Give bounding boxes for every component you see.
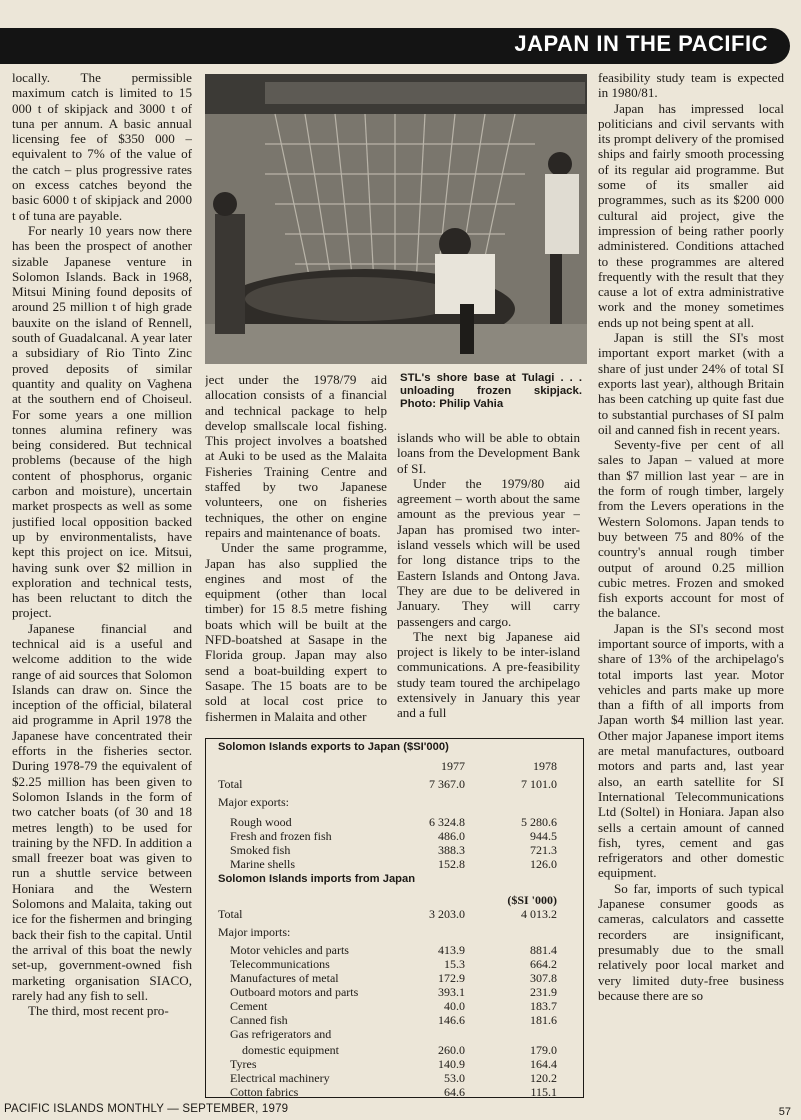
- table-row-label: Rough wood: [230, 815, 292, 829]
- table-cell-1977: 7 367.0: [429, 777, 465, 791]
- table-cell-1978: 120.2: [530, 1071, 557, 1085]
- table-row: [206, 857, 583, 871]
- table-row-label: Gas refrigerators and: [230, 1027, 332, 1041]
- table-cell-1978: 1978: [533, 759, 557, 773]
- table-row-label: Total: [218, 907, 243, 921]
- paragraph: Under the same programme, Japan has also supplied the engines and most of the equipment (other than local timber) for 15 8.5 metre fishing boats which will be built at the NFD-boatshed at Sasape in the Florida group. Japan may also send a boat-building expert to Sasape. The 15 boats are to be sold at local cost price to fishermen in Malaita and other: [205, 540, 387, 724]
- table-row-label: Marine shells: [230, 857, 295, 871]
- table-cell-1977: 260.0: [438, 1043, 465, 1057]
- table-row: [206, 777, 583, 791]
- table-row: [206, 795, 583, 809]
- table-row: [206, 815, 583, 829]
- table-row: [206, 1085, 583, 1099]
- paragraph: Seventy-five per cent of all sales to Japan – valued at more than $7 million last year – are in the form of rough timber, largely from the Levers operations in the Western Solomons. Japan tends to buy between 75 and 80% of the country's annual rough timber output of around 0.25 million cubic metres. Frozen and smoked fish exports account for most of the balance.: [598, 437, 784, 621]
- table-cell-1978: 721.3: [530, 843, 557, 857]
- table-cell-1978: 115.1: [530, 1085, 557, 1099]
- table-row: [206, 843, 583, 857]
- table-heading: [206, 873, 583, 887]
- table-row-label: domestic equipment: [242, 1043, 339, 1057]
- table-row: [206, 759, 583, 773]
- table-row: [206, 971, 583, 985]
- table-cell-1977: 388.3: [438, 843, 465, 857]
- table-row: [206, 1057, 583, 1071]
- text-column-1: [12, 70, 192, 1100]
- table-row-label: Fresh and frozen fish: [230, 829, 332, 843]
- table-row: [206, 1013, 583, 1027]
- photo-illustration: [205, 74, 587, 364]
- table-row-label: Cement: [230, 999, 268, 1013]
- table-row-label: Tyres: [230, 1057, 257, 1071]
- paragraph: locally. The permissible maximum catch is limited to 15 000 t of skipjack and 3000 t of tuna per annum. A basic annual licensing fee of $350 000 – equivalent to 7% of the value of the catch – plus progressive rates on excess catches beyond the basic 6000 t of skipjack and 2000 t of tuna are payable.: [12, 70, 192, 223]
- table-cell-1977: 15.3: [444, 957, 465, 971]
- paragraph: The third, most recent pro-: [28, 1003, 169, 1019]
- section-title: JAPAN IN THE PACIFIC: [514, 31, 768, 56]
- table-row-label: Solomon Islands imports from Japan: [218, 873, 416, 885]
- photo-unloading-skipjack: [205, 74, 587, 364]
- table-row: [206, 1027, 583, 1041]
- table-row-label: Major imports:: [218, 925, 291, 939]
- paragraph: Japan is the SI's second most important source of imports, with a share of 13% of the archipelago's total imports last year. Motor vehicles and parts make up more than a fifth of all imports from Japan worth $4 million last year. Other major Japanese import items are metal manufactures, outboard motors and parts and, last year also, an earth satellite for SI International Telecommunications Ltd (Soltel) in Honiara. Japan also sells a certain amount of canned fish, tyres, cement and gas refrigerators and other domestic equipment.: [598, 620, 784, 881]
- table-row-label: Motor vehicles and parts: [230, 943, 349, 957]
- table-cell-1978: ($SI '000): [507, 893, 557, 907]
- table-row-label: Solomon Islands exports to Japan ($SI'000): [218, 741, 449, 753]
- table-cell-1977: 40.0: [444, 999, 465, 1013]
- table-cell-1978: 181.6: [530, 1013, 557, 1027]
- table-row: [206, 925, 583, 939]
- table-cell-1977: 1977: [441, 759, 465, 773]
- table-cell-1977: 393.1: [438, 985, 465, 999]
- photo-caption: STL's shore base at Tulagi . . . unloading frozen skipjack. Photo: Philip Vahia: [400, 372, 582, 410]
- table-cell-1978: 183.7: [530, 999, 557, 1013]
- table-cell-1978: 126.0: [530, 857, 557, 871]
- paragraph: Japan is still the SI's most important export market (with a share of just under 24% of total SI exports last year), although Britain has been catching up quite fast due to substantial purchases of SI palm oil and canned fish in recent years.: [598, 330, 784, 437]
- table-row: [206, 957, 583, 971]
- table-cell-1978: 164.4: [530, 1057, 557, 1071]
- table-cell-1978: 307.8: [530, 971, 557, 985]
- table-row-label: Outboard motors and parts: [230, 985, 359, 999]
- table-row-label: Telecommunications: [230, 957, 330, 971]
- text-column-3: [397, 430, 580, 735]
- table-row-label: Smoked fish: [230, 843, 291, 857]
- table-row: [206, 829, 583, 843]
- table-cell-1978: 944.5: [530, 829, 557, 843]
- paragraph: The next big Japanese aid project is likely to be inter-island communications. A pre-feasibility study team toured the archipelago extensively in January this year and a full: [397, 628, 580, 721]
- table-cell-1977: 172.9: [438, 971, 465, 985]
- paragraph: For nearly 10 years now there has been the prospect of another sizable Japanese venture in Solomon Islands. Back in 1968, Mitsui Mining found deposits of around 25 million t of high grade bauxite on the island of Rennell, south of Guadalcanal. A year later a subsidiary of Rio Tinto Zinc proved deposits of similar quantity and quality on Vaghena at the southern end of Choiseul. For some years a one million tonnes alumina refinery was being considered. But technical problems (because of the high content of phosphorus, organic carbon and moisture), uncertain market prospects as well as some justified local opposition backed up by environmentalists, have kept this project on ice. Mitsui, having sunk over $2 million in exploration and technical tests, has been reluctant to ditch the project.: [12, 222, 192, 621]
- table-row: [206, 999, 583, 1013]
- table-row-label: Total: [218, 777, 243, 791]
- table-row: [206, 943, 583, 957]
- table-row-label: Manufactures of metal: [230, 971, 339, 985]
- table-cell-1977: 53.0: [444, 1071, 465, 1085]
- table-row: [206, 985, 583, 999]
- paragraph: Japanese financial and technical aid is a useful and welcome addition to the wide range of aid sources that Solomon Islands can draw on. Since the inception of the official, bilateral aid programme in April 1978 the Japanese have concentrated their efforts in the fisheries sector. During 1978-79 the equivalent of $2.25 million has been given to Solomon Islands in the form of two catcher boats (of 30 and 18 metres length) to be used for training by the NFD. In addition a small freezer boat was given to run a shuttle service between Honiara and the Western Solomons and Malaita, taking out ice for the fishermen and bringing back their fish to the capital. Until the arrival of this boat the newly set-up, government-owned fish marketing organisation SIACO, rarely had any fish to sell.: [12, 620, 192, 1003]
- page-number: 57: [778, 1106, 791, 1118]
- table-cell-1977: 3 203.0: [429, 907, 465, 921]
- table-cell-1978: 881.4: [530, 943, 557, 957]
- table-row: [206, 907, 583, 921]
- table-cell-1978: 5 280.6: [521, 815, 557, 829]
- table-cell-1977: 140.9: [438, 1057, 465, 1071]
- paragraph: islands who will be able to obtain loans from the Development Bank of SI.: [397, 430, 580, 476]
- table-heading: [206, 741, 583, 755]
- table-row: [206, 1043, 583, 1057]
- table-row-label: Major exports:: [218, 795, 289, 809]
- table-cell-1977: 6 324.8: [429, 815, 465, 829]
- table-cell-1978: 4 013.2: [521, 907, 557, 921]
- page-footer: PACIFIC ISLANDS MONTHLY — SEPTEMBER, 1979: [4, 1103, 289, 1115]
- table-cell-1978: 231.9: [530, 985, 557, 999]
- paragraph: Under the 1979/80 aid agreement – worth about the same amount as the previous year – Japan has promised two inter-island vessels which will be used for long distance trips to the Eastern Islands and Ontong Java. They are due to be delivered in January. They will carry passengers and cargo.: [397, 475, 580, 629]
- table-cell-1977: 486.0: [438, 829, 465, 843]
- table-cell-1977: 146.6: [438, 1013, 465, 1027]
- table-cell-1977: 413.9: [438, 943, 465, 957]
- text-column-2: [205, 372, 387, 732]
- table-row: [206, 1071, 583, 1085]
- paragraph: ject under the 1978/79 aid allocation consists of a financial and technical package to help develop smallscale local fishing. This project involves a boatshed at Auki to be used as the Malaita Fisheries Training Centre and staffed by two Japanese volunteers, one on fisheries techniques, the other on engine repairs and maintenance of boats.: [205, 372, 387, 540]
- paragraph: Japan has impressed local politicians and civil servants with its prompt delivery of the promised ships and fairly smooth processing of its regular aid programme. But some of its smaller aid programmes, such as its $200 000 cultural aid project, give the impression of being rather poorly administered. Conditions attached to these programmes are altered frequently with the result that they cause a lot of extra administrative work and the money sometimes ends up not being spent at all.: [598, 100, 784, 330]
- table-row: [206, 893, 583, 907]
- trade-table: [205, 738, 584, 1098]
- section-banner: [0, 28, 790, 64]
- table-cell-1978: 7 101.0: [521, 777, 557, 791]
- table-cell-1977: 152.8: [438, 857, 465, 871]
- table-row-label: Cotton fabrics: [230, 1085, 299, 1099]
- table-cell-1978: 179.0: [530, 1043, 557, 1057]
- table-row-label: Electrical machinery: [230, 1071, 330, 1085]
- paragraph: So far, imports of such typical Japanese consumer goods as cameras, calculators and cassette recorders are insignificant, presumably due to the small relatively poor local market and very limited duty-free business because there are so: [598, 880, 784, 1003]
- paragraph: feasibility study team is expected in 1980/81.: [598, 70, 784, 101]
- text-column-4: [598, 70, 784, 1110]
- table-cell-1977: 64.6: [444, 1085, 465, 1099]
- table-row-label: Canned fish: [230, 1013, 288, 1027]
- table-cell-1978: 664.2: [530, 957, 557, 971]
